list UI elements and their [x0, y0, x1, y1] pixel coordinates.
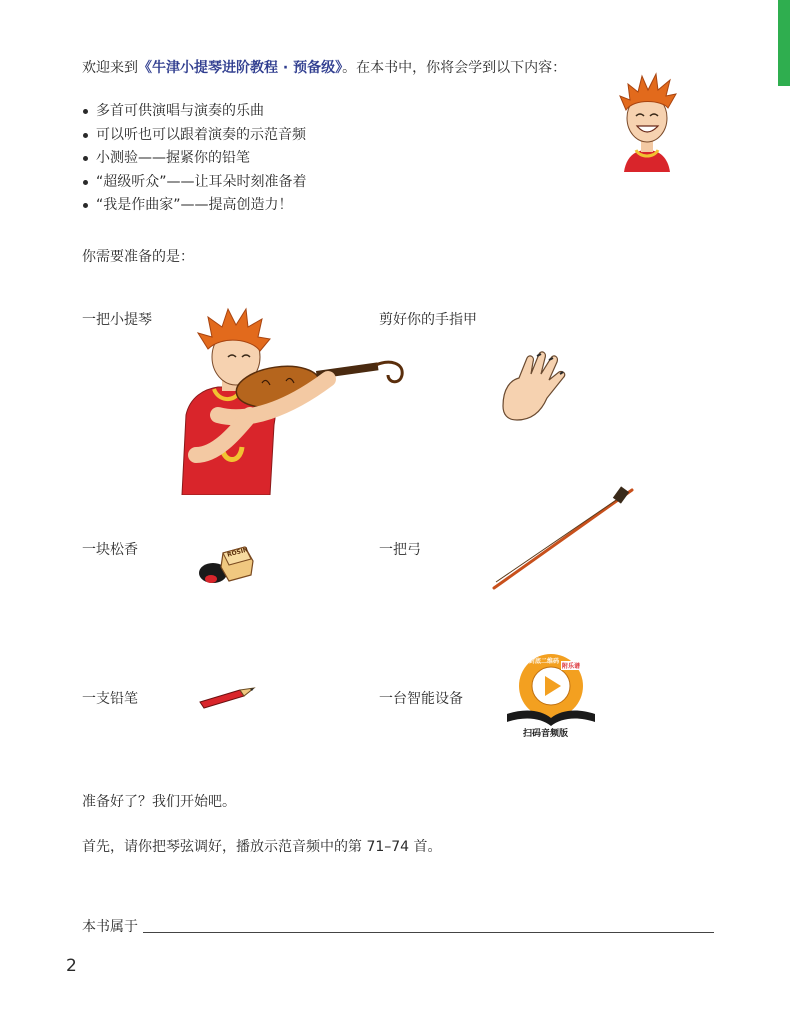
rosin-brand-text: ROSIN: [226, 546, 249, 559]
item-rosin-label: 一块松香: [82, 542, 138, 558]
rosin-illustration: [193, 545, 255, 589]
hand-illustration: [497, 348, 569, 424]
bow-illustration: [488, 486, 638, 594]
features-list: [82, 101, 307, 219]
owner-label: 本书属于: [82, 919, 138, 935]
list-item: “超级听众”——让耳朵时刻准备着: [82, 172, 307, 196]
pencil-illustration: [196, 686, 256, 710]
audio-badge: [505, 652, 597, 742]
list-item: “我是作曲家”——提高创造力！: [82, 195, 307, 219]
item-nails-label: 剪好你的手指甲: [379, 312, 477, 328]
boy-violin-illustration: [178, 305, 414, 495]
item-bow-label: 一把弓: [379, 542, 421, 558]
page-number: 2: [66, 956, 77, 976]
intro-prefix: 欢迎来到: [82, 60, 138, 76]
needs-heading: 你需要准备的是：: [82, 249, 194, 265]
owner-name-line: [143, 932, 714, 933]
badge-arc-text: 扫描封底二维码: [517, 658, 560, 665]
list-item: 可以听也可以跟着演奏的示范音频: [82, 125, 307, 149]
item-violin-label: 一把小提琴: [82, 312, 152, 328]
badge-caption: 扫码音频版: [523, 729, 569, 739]
item-device-label: 一台智能设备: [379, 691, 463, 707]
intro-line: [82, 58, 566, 78]
list-item: 多首可供演唱与演奏的乐曲: [82, 101, 307, 125]
boy-face-illustration: [612, 66, 682, 172]
intro-suffix: 。在本书中，你将会学到以下内容：: [342, 60, 567, 76]
badge-tag: 附乐谱: [562, 663, 581, 670]
ready-text: 准备好了？我们开始吧。: [82, 794, 236, 810]
book-title: 《牛津小提琴进阶教程 · 预备级》: [138, 60, 343, 76]
list-item: 小测验——握紧你的铅笔: [82, 148, 307, 172]
item-pencil-label: 一支铅笔: [82, 691, 138, 707]
green-edge-tab: [778, 0, 790, 86]
tuning-text: 首先，请你把琴弦调好，播放示范音频中的第 71–74 首。: [82, 839, 442, 855]
